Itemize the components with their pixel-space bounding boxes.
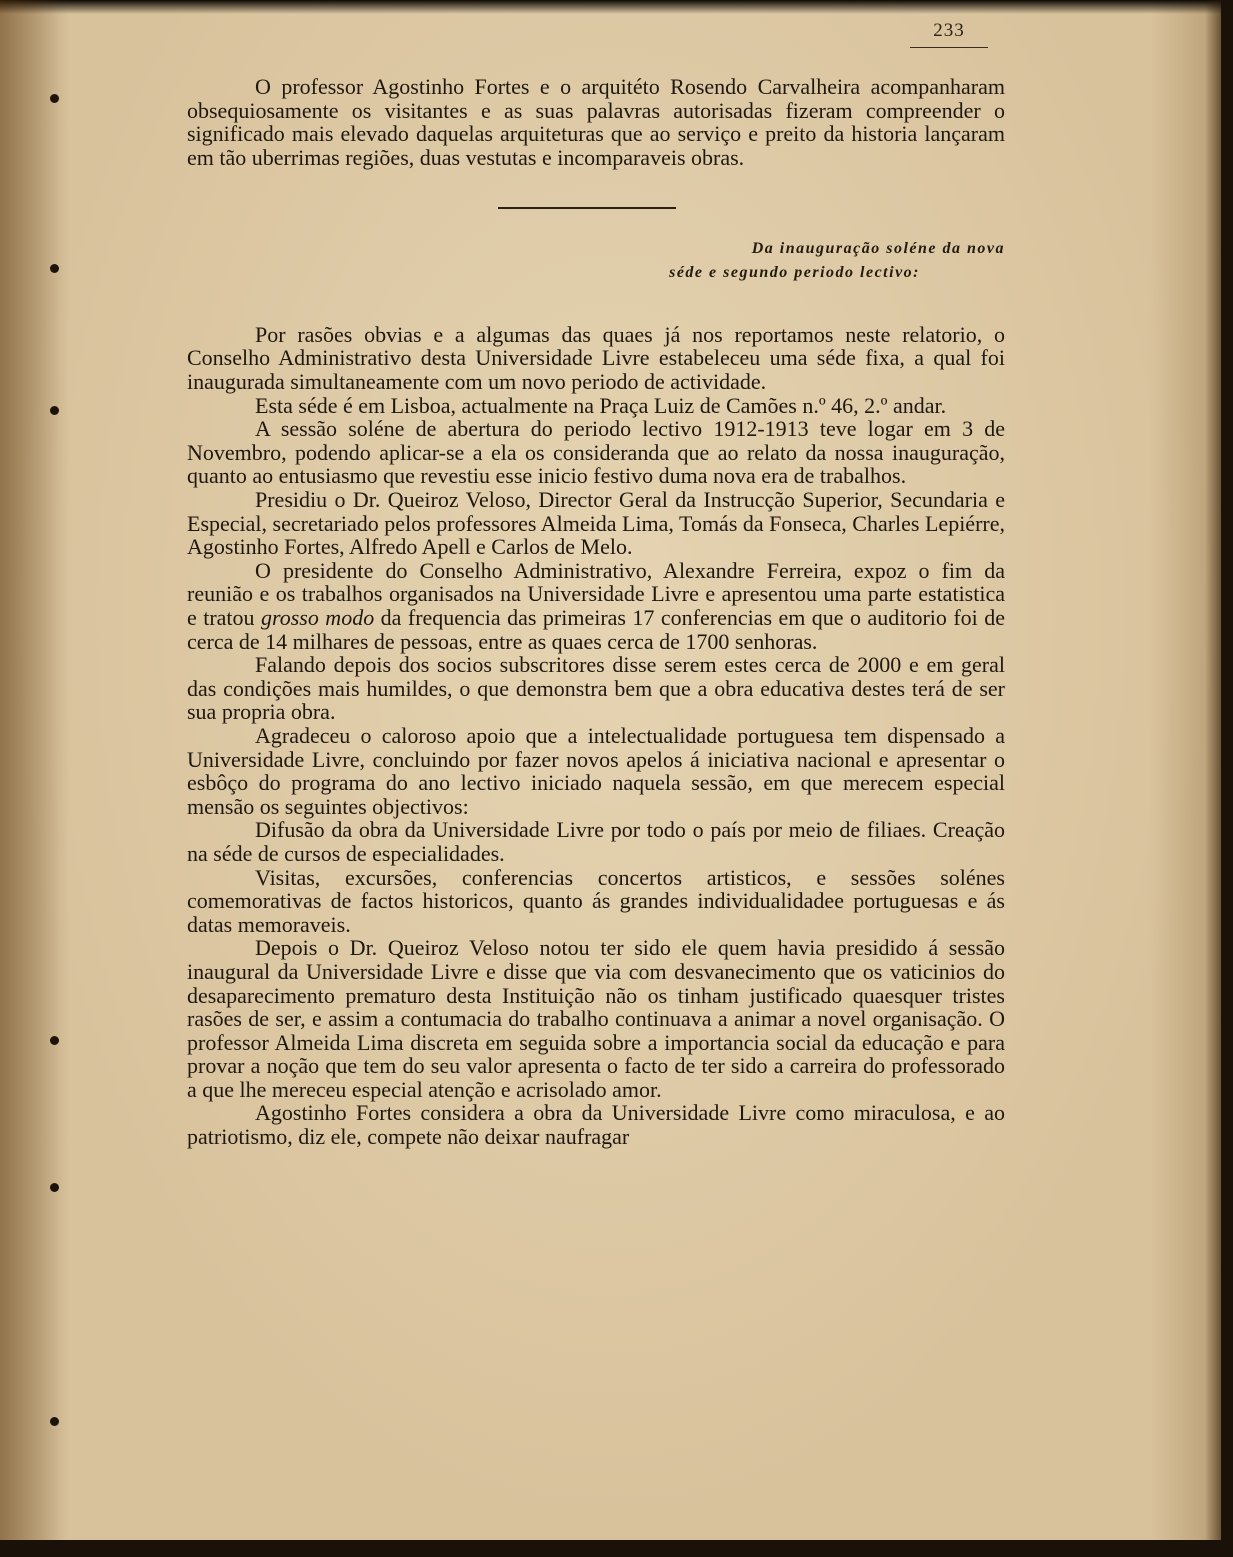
text-column bbox=[187, 75, 1005, 1149]
page-number-rule bbox=[910, 47, 988, 48]
paragraph: Falando depois dos socios subscritores disse serem estes cerca de 2000 e em geral das condições mais humildes, o que demonstra bem que a obra educativa destes terá de ser sua propria obra. bbox=[187, 652, 1005, 725]
binding-hole bbox=[50, 1183, 59, 1192]
binding-hole bbox=[50, 1417, 59, 1426]
paragraph: Difusão da obra da Universidade Livre por todo o país por meio de filiaes. Creação na séde de cursos de especialidades. bbox=[187, 817, 1005, 866]
paragraph-text: da frequencia das primeiras 17 conferencias em que o auditorio foi de cerca de 14 milhares de pessoas, entre as quaes cerca de 1700 senhoras. bbox=[187, 605, 1005, 654]
page-right-shadow bbox=[1205, 0, 1221, 1540]
paragraph-text: O presidente do Conselho Administrativo, Alexandre Ferreira, expoz o fim da reunião e os trabalhos organisados na Universidade Livre e apresentou uma parte estatistica e tratou bbox=[187, 557, 1005, 630]
paragraph: Presidiu o Dr. Queiroz Veloso, Director Geral da Instrucção Superior, Secundaria e Especial, secretariado pelos professores Almeida Lima, Tomás da Fonseca, Charles Lepiérre, Agostinho Fortes, Alfredo Apell e Carlos de Melo. bbox=[187, 487, 1005, 560]
paragraph: Depois o Dr. Queiroz Veloso notou ter sido ele quem havia presidido á sessão inaugural da Universidade Livre e disse que via com desvanecimento que os vaticinios do desaparecimento prematuro desta Instituição não os tinham justificado quaesquer tristes rasões de ser, e assim a contumacia do trabalho continuava a animar a novel organisação. O professor Almeida Lima discreta em seguida sobre a importancia social da educação e para provar a noção que tem do seu valor apresenta o facto de ter sido a carreira do professorado a que lhe mereceu especial atenção e acrisolado amor. bbox=[187, 935, 1005, 1102]
section-heading-line-2: séde e segundo periodo lectivo: bbox=[669, 263, 920, 281]
italic-phrase: grosso modo bbox=[260, 605, 375, 630]
paragraph: Por rasões obvias e a algumas das quaes já nos reportamos neste relatorio, o Conselho Administrativo desta Universidade Livre estabeleceu uma séde fixa, a qual foi inaugurada simultaneamente com um novo periodo de actividade. bbox=[187, 321, 1005, 395]
paragraph: Visitas, excursões, conferencias concertos artisticos, e sessões solénes comemorativas de factos historicos, quanto ás grandes individualidadee portuguesas e ás datas memoraveis. bbox=[187, 864, 1005, 937]
paragraph bbox=[187, 559, 1005, 653]
intro-paragraph: O professor Agostinho Fortes e o arquitéto Rosendo Carvalheira acompanharam obsequiosamente os visitantes e as suas palavras autorisadas fizeram compreender o significado mais elevado daquelas arquiteturas que ao serviço e preito da historia lançaram em tão uberrimas regiões, duas vestutas e incomparaveis obras. bbox=[187, 74, 1005, 170]
section-divider bbox=[498, 207, 676, 209]
paragraph: Esta séde é em Lisboa, actualmente na Praça Luiz de Camões n.º 46, 2.º andar. bbox=[255, 392, 947, 418]
binding-hole bbox=[50, 1036, 59, 1045]
binding-hole bbox=[50, 406, 59, 415]
binding-hole bbox=[50, 94, 59, 103]
page-top-shadow bbox=[0, 0, 1221, 14]
paragraph: A sessão soléne de abertura do periodo lectivo 1912-1913 teve logar em 3 de Novembro, podendo aplicar-se a ela os consideranda que ao relato da nossa inauguração, quanto ao entusiasmo que revestiu esse inicio festivo duma nova era de trabalhos. bbox=[187, 416, 1005, 489]
binding-hole bbox=[50, 264, 59, 273]
paragraph: Agostinho Fortes considera a obra da Universidade Livre como miraculosa, e ao patriotismo, diz ele, compete não deixar naufragar bbox=[187, 1100, 1005, 1150]
page-number: 233 bbox=[933, 20, 965, 41]
section-heading-line-1: Da inauguração soléne da nova bbox=[751, 239, 1005, 257]
paragraph: Agradeceu o caloroso apoio que a intelectualidade portuguesa tem dispensado a Universidade Livre, concluindo por fazer novos apelos á iniciativa nacional e apresentar o esbôço do programa do ano lectivo iniciado naquela sessão, em que merecem especial mensão os seguintes objectivos: bbox=[187, 722, 1005, 819]
page-binding-shadow bbox=[0, 0, 70, 1540]
section-heading bbox=[187, 237, 1005, 285]
